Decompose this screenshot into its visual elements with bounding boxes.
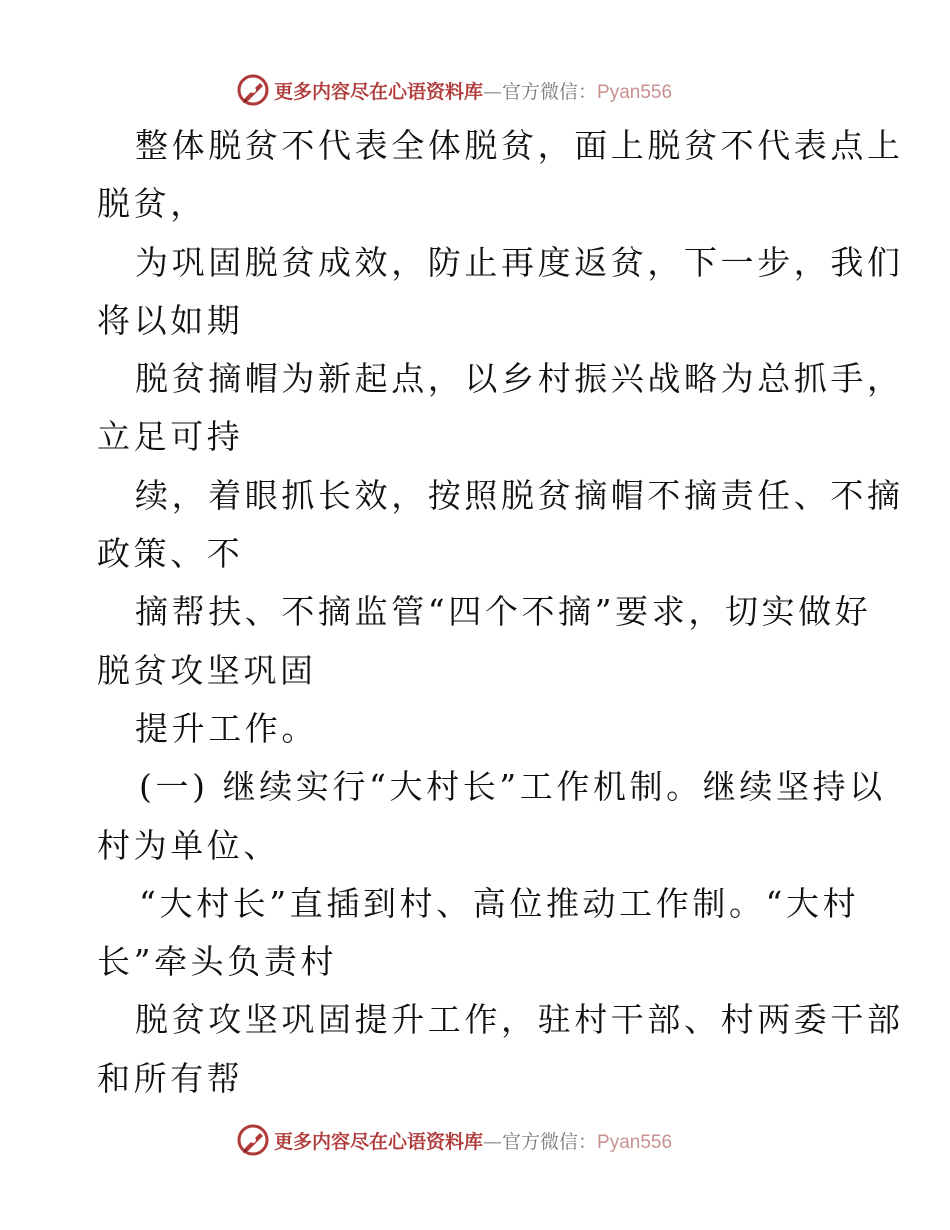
body-line: 续，着眼抓长效，按照脱贫摘帽不摘责任、不摘 — [135, 475, 904, 515]
body-line: 摘帮扶、不摘监管“四个不摘”要求，切实做好 — [135, 592, 872, 632]
document-body — [97, 117, 904, 1108]
body-line: 脱贫， — [97, 184, 207, 224]
footer-banner — [236, 1122, 672, 1158]
footer-banner-dash: — — [483, 1130, 503, 1153]
footer-banner-text — [274, 1127, 672, 1154]
header-banner-sub: 官方微信： — [502, 80, 598, 103]
body-line: 政策、不 — [97, 534, 244, 574]
header-banner-main: 更多内容尽在心语资料库 — [274, 80, 484, 103]
header-banner-text — [274, 77, 672, 104]
body-line: 脱贫攻坚巩固 — [97, 650, 317, 690]
footer-banner-account: Pyan556 — [597, 1131, 673, 1153]
footer-banner-main: 更多内容尽在心语资料库 — [274, 1130, 484, 1153]
body-line: 长”牵头负责村 — [97, 942, 338, 982]
body-line: 为巩固脱贫成效，防止再度返贫，下一步，我们 — [135, 242, 904, 282]
body-line: 村为单位、 — [97, 825, 280, 865]
footer-banner-sub: 官方微信： — [502, 1130, 598, 1153]
pen-logo-icon — [236, 73, 270, 107]
header-banner-account: Pyan556 — [597, 81, 673, 103]
body-line: 和所有帮 — [97, 1058, 244, 1098]
header-banner-dash: — — [483, 80, 503, 103]
pen-logo-icon — [236, 1123, 270, 1157]
header-banner — [236, 72, 672, 108]
body-line: 脱贫摘帽为新起点，以乡村振兴战略为总抓手， — [135, 359, 904, 399]
body-line: 将以如期 — [97, 300, 244, 340]
body-line: 提升工作。 — [135, 708, 318, 748]
body-line: “大村长”直插到村、高位推动工作制。“大村 — [139, 883, 860, 923]
body-line: 立足可持 — [97, 417, 244, 457]
section-heading-line: (一) 继续实行“大村长”工作机制。继续坚持以 — [139, 767, 886, 807]
body-line: 脱贫攻坚巩固提升工作，驻村干部、村两委干部 — [135, 1000, 904, 1040]
body-line: 整体脱贫不代表全体脱贫，面上脱贫不代表点上 — [135, 126, 904, 165]
